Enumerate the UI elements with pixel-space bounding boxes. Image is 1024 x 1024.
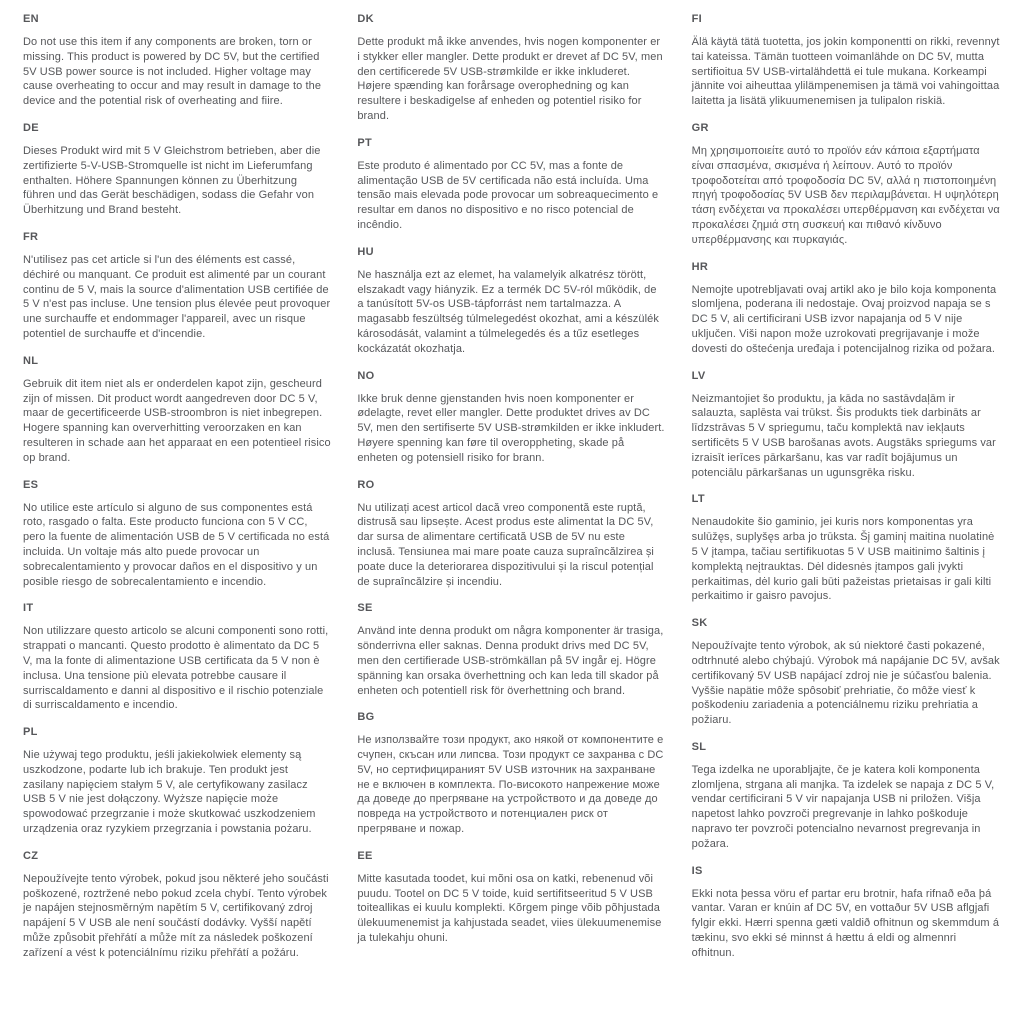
language-body-text: N'utilisez pas cet article si l'un des éléments est cassé, déchiré ou manquant. Ce produit est alimenté par un courant continu de 5 V, mais la source d'alimentation USB certifiée de 5 V n'est pas incluse. Une tension plus élevée peut provoquer une surchauffe et endommager l'appareil, avec un risque potentiel de surchauffe et d'incendie. bbox=[23, 253, 331, 340]
language-section-cz bbox=[23, 849, 331, 961]
column-right bbox=[692, 12, 1000, 1016]
language-section-lv bbox=[692, 369, 1000, 481]
language-section-pl bbox=[23, 725, 331, 837]
language-section-pt bbox=[357, 136, 665, 233]
language-body-text: Älä käytä tätä tuotetta, jos jokin komponentti on rikki, revennyt tai kateissa. Tämän tuotteen voimanlähde on DC 5V, mutta sertifioitua 5V USB-virtalähdettä ei tule mukana. Korkeampi jännite voi aiheuttaa ylilämpenemisen ja tämä voi vahingoittaa laitetta ja lisätä ylikuumenemisen ja tulipalon riskiä. bbox=[691, 36, 1000, 108]
language-section-lt bbox=[692, 492, 1000, 604]
language-code-heading: SE bbox=[357, 602, 373, 615]
language-code-heading: PT bbox=[357, 136, 372, 149]
language-section-ee bbox=[357, 849, 665, 946]
language-section-nl bbox=[23, 354, 331, 466]
language-body-text: Nie używaj tego produktu, jeśli jakiekolwiek elementy są uszkodzone, podarte lub ich brakuje. Ten produkt jest zasilany napięciem stałym 5 V, ale certyfikowany zasilacz USB 5 V nie jest dołączony. Wyższe napięcie może spowodować przegrzanie i może skutkować uszkodzeniem urządzenia oraz ryzykiem przegrzania i powstania pożaru. bbox=[23, 749, 316, 836]
language-body-text: Gebruik dit item niet als er onderdelen kapot zijn, gescheurd zijn of missen. Dit product wordt aangedreven door DC 5 V, maar de gecertificeerde USB-stroombron is niet inbegrepen. Hogere spanning kan oververhitting veroorzaken en kan resulteren in schade aan het apparaat en een potentieel risico op brand. bbox=[23, 377, 331, 464]
language-section-es bbox=[23, 478, 331, 590]
language-body-text: Μη χρησιμοποιείτε αυτό το προϊόν εάν κάποια εξαρτήματα είναι σπασμένα, σκισμένα ή λείπουν. Αυτό το προϊόν τροφοδοτείται από τροφοδοσία DC 5V, αλλά η πιστοποιημένη πηγή τροφοδοσίας 5V USB δεν περιλαμβάνεται. Η υψηλότερη τάση ενδέχεται να προκαλέσει υπερθέρμανση και ενδέχεται να προκαλέσει ζημιά στη συσκευή και πιθανό κίνδυνο υπερθέρμανσης και πυρκαγιάς. bbox=[691, 144, 1000, 246]
language-section-gr bbox=[692, 121, 1000, 248]
language-section-hr bbox=[692, 260, 1000, 357]
language-body-text: Mitte kasutada toodet, kui mõni osa on katki, rebenenud või puudu. Tootel on DC 5 V toide, kuid sertifitseeritud 5 V USB toiteallikas ei kuulu komplekti. Kõrgem pinge võib põhjustada ülekuumenemist ja kahjustada seadet, viies ülekuumenemise ja tulekahju ohuni. bbox=[357, 872, 662, 945]
language-code-heading: NL bbox=[23, 354, 39, 367]
language-code-heading: CZ bbox=[23, 849, 39, 862]
language-code-heading: RO bbox=[357, 478, 375, 491]
language-body-text: Dieses Produkt wird mit 5 V Gleichstrom betrieben, aber die zertifizierte 5-V-USB-Stromquelle ist nicht im Lieferumfang enthalten. Höhere Spannungen können zu Überhitzung führen und das Gerät beschädigen, sodass die Gefahr von Überhitzung und Brand besteht. bbox=[23, 144, 321, 217]
language-code-heading: ES bbox=[23, 478, 39, 491]
language-section-it bbox=[23, 601, 331, 713]
language-code-heading: SL bbox=[691, 740, 707, 753]
language-body-text: Använd inte denna produkt om några komponenter är trasiga, sönderrivna eller saknas. Denna produkt drivs med DC 5V, men den certifierade USB-strömkällan på 5V ingår ej. Högre spänning kan orsaka överhettning och kan leda till skador på enheten och potentiell risk för överhettning och brand. bbox=[357, 625, 664, 697]
language-code-heading: DK bbox=[357, 13, 374, 25]
language-body-text: Nu utilizați acest articol dacă vreo componentă este ruptă, distrusă sau lipsește. Acest produs este alimentat la DC 5V, dar sursa de alimentare certificată USB de 5V nu este inclusă. Tensiunea mai mare poate cauza supraîncălzirea și poate duce la deteriorarea dispozitivului și la riscul potențial de supraîncălzire și incendiu. bbox=[357, 501, 654, 588]
language-code-heading: IS bbox=[691, 864, 703, 877]
language-body-text: Dette produkt må ikke anvendes, hvis nogen komponenter er i stykker eller mangler. Dette produkt er drevet af DC 5V, men den certificerede 5V USB-strømkilde er ikke inkluderet. Højere spænding kan forårsage overophedning og kan resultere i beskadigelse af enheden og potentiel risiko for brand. bbox=[357, 36, 663, 122]
language-section-sk bbox=[692, 616, 1000, 728]
language-section-ro bbox=[357, 478, 665, 590]
language-code-heading: LT bbox=[691, 493, 705, 506]
language-code-heading: IT bbox=[23, 602, 34, 615]
language-section-hu bbox=[357, 245, 665, 357]
language-section-de bbox=[23, 121, 331, 218]
language-section-no bbox=[357, 369, 665, 466]
language-body-text: Nepoužívejte tento výrobek, pokud jsou některé jeho součásti poškozené, roztržené nebo pokud zcela chybí. Tento výrobek je napájen stejnosměrným napětím 5 V, certifikovaný zdroj napájení 5 V USB ale není součástí dodávky. Vyšší napětí může způsobit přehřátí a může mít za následek poškození zařízení a vést k potenciálnímu riziku přehřátí a požáru. bbox=[23, 872, 329, 959]
language-body-text: Ne használja ezt az elemet, ha valamelyik alkatrész törött, elszakadt vagy hiányzik. Ez a termék DC 5V-ról működik, de a tanúsított 5V-os USB-tápforrást nem tartalmazza. A magasabb feszültség túlmelegedést okozhat, ami a készülék károsodását, valamint a túlmelegedés és a tűz esetleges kockázatát okozhatja. bbox=[357, 268, 659, 355]
language-section-en bbox=[23, 12, 331, 109]
language-code-heading: LV bbox=[691, 369, 706, 382]
language-code-heading: GR bbox=[691, 121, 709, 134]
language-code-heading: DE bbox=[23, 121, 39, 134]
language-code-heading: EN bbox=[23, 13, 39, 25]
language-body-text: Не използвайте този продукт, ако някой от компонентите е счупен, скъсан или липсва. Този продукт се захранва с DC 5V, но сертифицираният 5V USB източник на захранване не е включен в комплекта. По-високото напрежение може да доведе до прегряване на устройството и да доведе до повреда на устройството и потенциален риск от прегряване и пожар. bbox=[357, 734, 664, 836]
language-body-text: Tega izdelka ne uporabljajte, če je katera koli komponenta zlomljena, strgana ali manjka. Ta izdelek se napaja z DC 5 V, vendar certificirani 5 V vir napajanja USB ni priložen. Višja napetost lahko povzroči pregrevanje in lahko poškoduje napravo ter povzroči potencialno nevarnost pregrevanja in požara. bbox=[691, 763, 995, 850]
language-code-heading: SK bbox=[691, 617, 708, 630]
language-body-text: No utilice este artículo si alguno de sus componentes está roto, rasgado o falta. Este producto funciona con 5 V CC, pero la fuente de alimentación USB de 5 V certificada no está incluida. Un voltaje más alto puede provocar un sobrecalentamiento y provocar daños en el dispositivo y un posible riesgo de sobrecalentamiento e incendio. bbox=[23, 501, 330, 588]
language-body-text: Este produto é alimentado por CC 5V, mas a fonte de alimentação USB de 5V certificada não está incluída. Uma tensão mais elevada pode provocar um sobreaquecimento e resultar em danos no dispositivo e no risco potencial de incêndio. bbox=[357, 159, 659, 231]
column-left bbox=[23, 12, 331, 1016]
language-code-heading: NO bbox=[357, 369, 375, 382]
language-body-text: Ikke bruk denne gjenstanden hvis noen komponenter er ødelagte, revet eller mangler. Dette produktet drives av DC 5V, men den sertifiserte 5V USB-strømkilden er ikke inkludert. Høyere spenning kan føre til overoppheting, skade på enheten og potensiell risiko for brann. bbox=[357, 392, 665, 464]
language-section-fi bbox=[692, 12, 1000, 109]
language-body-text: Ekki nota þessa vöru ef partar eru brotnir, hafa rifnað eða þá vantar. Varan er knúin af DC 5V, en vottaður 5V USB aflgjafi fylgir ekki. Hærri spenna gæti valdið ofhitnun og skemmdum á tækinu, svo ekki sé minnst á hættu á eldi og almennri ofhitnun. bbox=[691, 887, 1000, 959]
language-body-text: Nemojte upotrebljavati ovaj artikl ako je bilo koja komponenta slomljena, poderana ili nedostaje. Ovaj proizvod napaja se s DC 5 V, ali certificirani USB izvor napajanja od 5 V nije uključen. Viši napon može uzrokovati pregrijavanje i može dovesti do oštećenja uređaja i potencijalnog rizika od požara. bbox=[691, 283, 997, 355]
language-section-fr bbox=[23, 230, 331, 342]
language-section-sl bbox=[692, 740, 1000, 852]
language-code-heading: FI bbox=[691, 13, 703, 25]
language-code-heading: EE bbox=[357, 849, 373, 862]
language-code-heading: BG bbox=[357, 711, 375, 724]
language-code-heading: FR bbox=[23, 230, 39, 243]
column-middle bbox=[357, 12, 665, 1016]
language-section-is bbox=[692, 864, 1000, 961]
language-body-text: Nepoužívajte tento výrobok, ak sú niektoré časti pokazené, odtrhnuté alebo chýbajú. Výrobok má napájanie DC 5V, avšak certifikovaný 5V USB napájací zdroj nie je súčasťou balenia. Vyššie napätie môže spôsobiť prehriatie, čo môže viesť k poškodeniu zariadenia a potenciálnemu riziku prehriatia a požiaru. bbox=[691, 640, 1000, 727]
language-body-text: Nenaudokite šio gaminio, jei kuris nors komponentas yra sulūžęs, suplyšęs arba jo trūksta. Šį gaminį maitina nuolatinė 5 V įtampa, tačiau sertifikuotas 5 V USB maitinimo šaltinis į komplektą neįtrauktas. Dėl didesnės įtampos gali įvykti perkaitimas, dėl kurio gali būti pažeistas prietaisas ir gali kilti perkaitimo ir gaisro pavojus. bbox=[691, 516, 995, 603]
language-section-dk bbox=[357, 12, 665, 124]
language-body-text: Do not use this item if any components are broken, torn or missing. This product is powered by DC 5V, but the certified 5V USB power source is not included. Higher voltage may cause overheating to occur and may result in damage to the device and the potential risk of overheating and fiire. bbox=[23, 36, 322, 108]
language-code-heading: HU bbox=[357, 245, 374, 258]
language-section-se bbox=[357, 601, 665, 698]
language-body-text: Neizmantojiet šo produktu, ja kāda no sastāvdaļām ir salauzta, saplēsta vai trūkst. Šis produkts tiek darbināts ar līdzstrāvas 5 V spriegumu, taču komplektā nav iekļauts sertificēts 5 V USB barošanas avots. Augstāks spriegums var izraisīt ierīces pārkaršanu, kas var radīt bojājumus un potenciālu pārkaršanas un ugunsgrēka risku. bbox=[691, 392, 996, 479]
language-code-heading: HR bbox=[691, 260, 709, 273]
language-section-bg bbox=[357, 710, 665, 837]
language-code-heading: PL bbox=[23, 726, 38, 739]
language-body-text: Non utilizzare questo articolo se alcuni componenti sono rotti, strappati o mancanti. Questo prodotto è alimentato da DC 5 V, ma la fonte di alimentazione USB certificata da 5 V non è inclusa. Una tensione più elevata potrebbe causare il surriscaldamento e danni al dispositivo e il rischio potenziale di surriscaldamento e incendio. bbox=[23, 625, 329, 712]
